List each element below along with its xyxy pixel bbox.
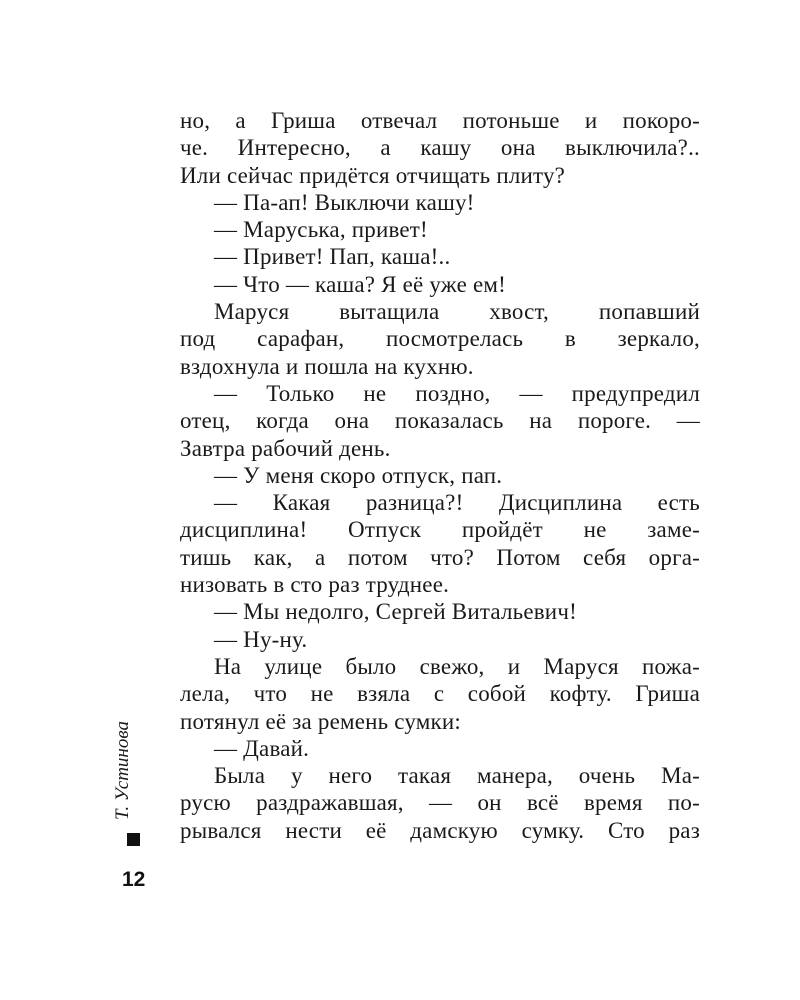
text-line: — Только не поздно, — предупредил [214, 380, 700, 406]
text-line: но, а Гриша отвечал потоньше и покоро- [180, 108, 700, 133]
text-line: — У меня скоро отпуск, пап. [214, 462, 503, 488]
text-line: — Какая разница?! Дисциплина есть [214, 490, 700, 516]
text-line: На улице было свежо, и Маруся пожа- [214, 653, 700, 679]
text-line: — Ну-ну. [214, 626, 308, 652]
text-line: лела, что не взяла с собой кофту. Гриша [180, 681, 700, 707]
text-line: — Мы недолго, Сергей Витальевич! [214, 599, 577, 625]
text-line: — Давай. [214, 735, 310, 761]
text-line: тишь как, а потом что? Потом себя орга- [180, 544, 700, 570]
text-line: — Маруська, привет! [214, 217, 428, 243]
text-line: че. Интересно, а кашу она выключила?.. [180, 135, 700, 161]
text-line: Завтра рабочий день. [180, 435, 391, 461]
text-line: — Что — каша? Я её уже ем! [214, 271, 506, 297]
text-line: рывался нести её дамскую сумку. Сто раз [180, 817, 700, 843]
page-number: 12 [122, 868, 146, 891]
text-line: потянул её за ремень сумки: [180, 708, 462, 734]
text-line: Была у него такая манера, очень Ма- [214, 763, 700, 789]
text-line: под сарафан, посмотрелась в зеркало, [180, 326, 700, 352]
text-line: дисциплина! Отпуск пройдёт не заме- [180, 517, 700, 543]
text-line: Или сейчас придётся отчищать плиту? [180, 162, 566, 188]
text-line: — Привет! Пап, каша!.. [214, 244, 451, 270]
text-line: русю раздражавшая, — он всё время по- [180, 790, 700, 816]
running-head-author: Т. Устинова [112, 721, 133, 820]
text-line: Маруся вытащила хвост, попавший [214, 299, 700, 325]
text-line: вздохнула и пошла на кухню. [180, 353, 474, 379]
body-text [180, 107, 700, 844]
text-line: отец, когда она показалась на пороге. — [180, 408, 700, 434]
running-head-square-icon [127, 833, 140, 846]
text-line: низовать в сто раз труднее. [180, 572, 450, 598]
text-line: — Па-ап! Выключи кашу! [214, 189, 475, 215]
